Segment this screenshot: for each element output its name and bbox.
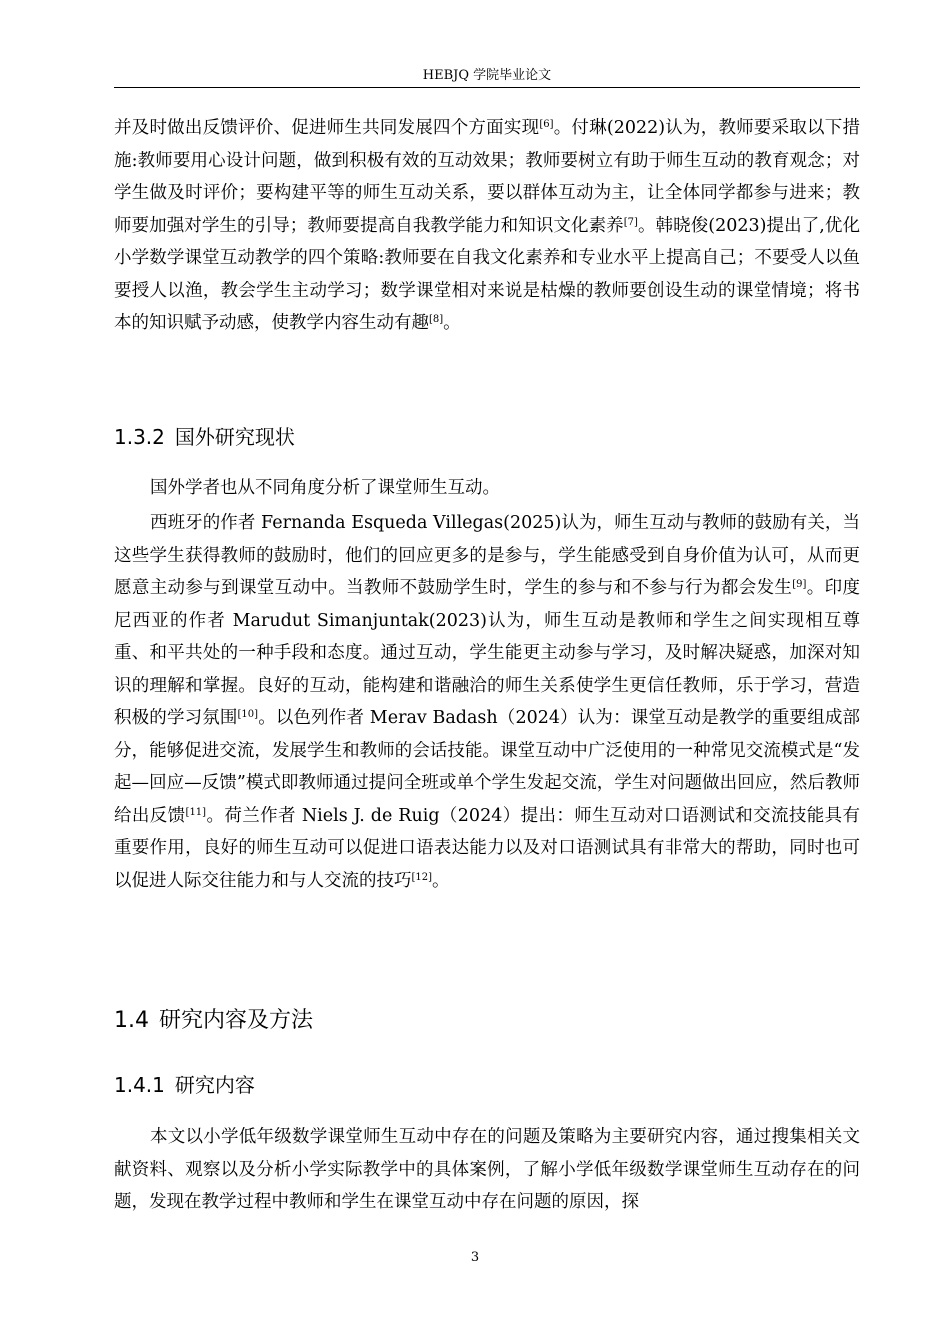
- citation-marker: [11]: [185, 806, 207, 818]
- paragraph-research-content: [114, 1121, 860, 1219]
- text-run: 并及时做出反馈评价、促进师生共同发展四个方面实现: [114, 118, 540, 138]
- section-number: 1.4.1: [114, 1073, 165, 1097]
- citation-marker: [10]: [237, 709, 259, 720]
- paragraph-domestic-research-cont: [114, 112, 860, 340]
- section-heading-1-4-1: [114, 1073, 255, 1097]
- section-title: 国外研究现状: [174, 425, 295, 449]
- paragraph-foreign-intro: [114, 472, 860, 505]
- paragraph-foreign-research: [114, 507, 860, 897]
- text-run: 。荷兰作者 Niels J. de Ruig（2024）提出：师生互动对口语测试和交流技能具有重要作用，良好的师生互动可以促进口语表达能力以及对口语测试具有非常大的帮助，同时也可以促进人际交往能力和与人交流的技巧: [114, 805, 861, 891]
- text-run: 西班牙的作者 Fernanda Esqueda Villegas(2025)认为，师生互动与教师的鼓励有关，当这些学生获得教师的鼓励时，他们的回应更多的是参与，学生能感受到自身价值为认可，从而更愿意主动参与到课堂互动中。当教师不鼓励学生时，学生的参与和不参与行为都会发生: [114, 513, 860, 598]
- running-header: HEBJQ 学院毕业论文: [422, 68, 552, 83]
- page-number: 3: [470, 1250, 480, 1265]
- citation-marker: [6]: [539, 119, 554, 130]
- section-title: 研究内容: [174, 1073, 255, 1097]
- citation-marker: [8]: [429, 314, 444, 325]
- text-run: 。以色列作者 Merav Badash（2024）认为：课堂互动是教学的重要组成部分，能够促进交流，发展学生和教师的会话技能。课堂互动中广泛使用的一种常见交流模式是“发起—回应—反馈”模式即教师通过提问全班或单个学生发起交流，学生对问题做出回应，然后教师给出反馈: [114, 708, 860, 826]
- text-run: 。印度尼西亚的作者 Marudut Simanjuntak(2023)认为，师生互动是教师和学生之间实现相互尊重、和平共处的一种手段和态度。通过互动，学生能更主动参与学习，及时解决疑惑，加深对知识的理解和掌握。良好的互动，能构建和谐融洽的师生关系使学生更信任教师，乐于学习，营造积极的学习氛围: [114, 578, 861, 728]
- citation-marker: [12]: [411, 871, 433, 883]
- section-heading-1-4: [114, 1008, 313, 1034]
- text-run: 本文以小学低年级数学课堂师生互动中存在的问题及策略为主要研究内容，通过搜集相关文献资料、观察以及分析小学实际教学中的具体案例，了解小学低年级数学课堂师生互动存在的问题，发现在教学过程中教师和学生在课堂互动中存在问题的原因，探: [114, 1127, 860, 1212]
- section-number: 1.3.2: [114, 425, 165, 449]
- section-title: 研究内容及方法: [159, 1008, 314, 1033]
- section-number: 1.4: [114, 1008, 149, 1033]
- text-run: 国外学者也从不同角度分析了课堂师生互动。: [150, 478, 500, 498]
- text-run: 。韩晓俊(2023)提出了,优化小学数学课堂互动教学的四个策略:教师要在自我文化素养和专业水平上提高自己；不要受人以鱼要授人以渔，教会学生主动学习；数学课堂相对来说是枯燥的教师要创设生动的课堂情境；将书本的知识赋予动感，使教学内容生动有趣: [114, 215, 860, 333]
- citation-marker: [9]: [792, 579, 807, 590]
- header-rule: [114, 87, 860, 88]
- text-run: 。: [432, 870, 450, 891]
- text-run: 。: [443, 313, 461, 333]
- text-run: 。付琳(2022)认为，教师要采取以下措施:教师要用心设计问题，做到积极有效的互动效果；教师要树立有助于师生互动的教育观念；对学生做及时评价；要构建平等的师生互动关系，要以群体互动为主，让全体同学都参与进来；教师要加强对学生的引导；教师要提高自我教学能力和知识文化素养: [114, 118, 860, 236]
- citation-marker: [7]: [623, 216, 638, 228]
- section-heading-1-3-2: [114, 425, 295, 449]
